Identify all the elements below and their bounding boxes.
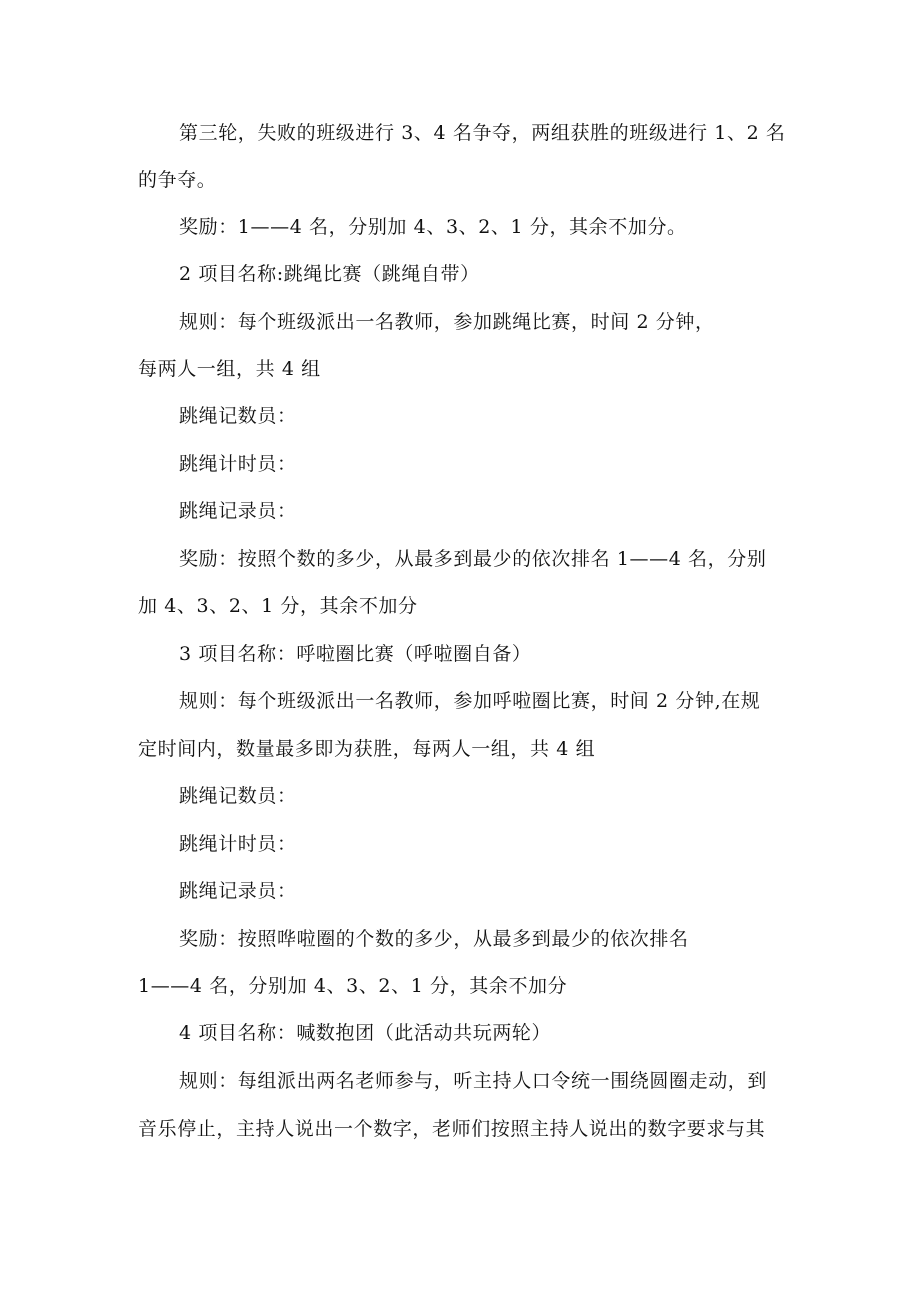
section-heading: 2 项目名称:跳绳比赛（跳绳自带） xyxy=(179,263,480,285)
paragraph-line: 第三轮，失败的班级进行 3、4 名争夺，两组获胜的班级进行 1、2 名 xyxy=(179,122,786,144)
paragraph-line: 规则：每个班级派出一名教师，参加呼啦圈比赛，时间 2 分钟,在规 xyxy=(179,690,761,712)
paragraph-line: 1——4 名，分别加 4、3、2、1 分，其余不加分 xyxy=(138,975,568,997)
section-heading: 4 项目名称：喊数抱团（此活动共玩两轮） xyxy=(179,1022,552,1044)
paragraph-line: 规则：每组派出两名老师参与，听主持人口令统一围绕圆圈走动，到 xyxy=(179,1070,768,1092)
paragraph-line: 加 4、3、2、1 分，其余不加分 xyxy=(138,595,418,617)
paragraph-line: 奖励：按照个数的多少，从最多到最少的依次排名 1——4 名，分别 xyxy=(179,548,767,570)
section-heading: 3 项目名称：呼啦圈比赛（呼啦圈自备） xyxy=(179,643,532,665)
role-label: 跳绳记数员： xyxy=(179,785,297,807)
paragraph-line: 音乐停止，主持人说出一个数字，老师们按照主持人说出的数字要求与其 xyxy=(138,1118,766,1140)
paragraph-line: 奖励：1——4 名，分别加 4、3、2、1 分，其余不加分。 xyxy=(179,216,687,238)
paragraph-line: 规则：每个班级派出一名教师，参加跳绳比赛，时间 2 分钟， xyxy=(179,311,715,333)
paragraph-line: 的争夺。 xyxy=(138,169,217,191)
role-label: 跳绳计时员： xyxy=(179,453,297,475)
paragraph-line: 奖励：按照哗啦圈的个数的多少，从最多到最少的依次排名 xyxy=(179,928,689,950)
role-label: 跳绳记录员： xyxy=(179,880,297,902)
paragraph-line: 定时间内，数量最多即为获胜，每两人一组，共 4 组 xyxy=(138,738,596,760)
role-label: 跳绳记数员： xyxy=(179,405,297,427)
paragraph-line: 每两人一组，共 4 组 xyxy=(138,358,321,380)
role-label: 跳绳计时员： xyxy=(179,833,297,855)
role-label: 跳绳记录员： xyxy=(179,500,297,522)
